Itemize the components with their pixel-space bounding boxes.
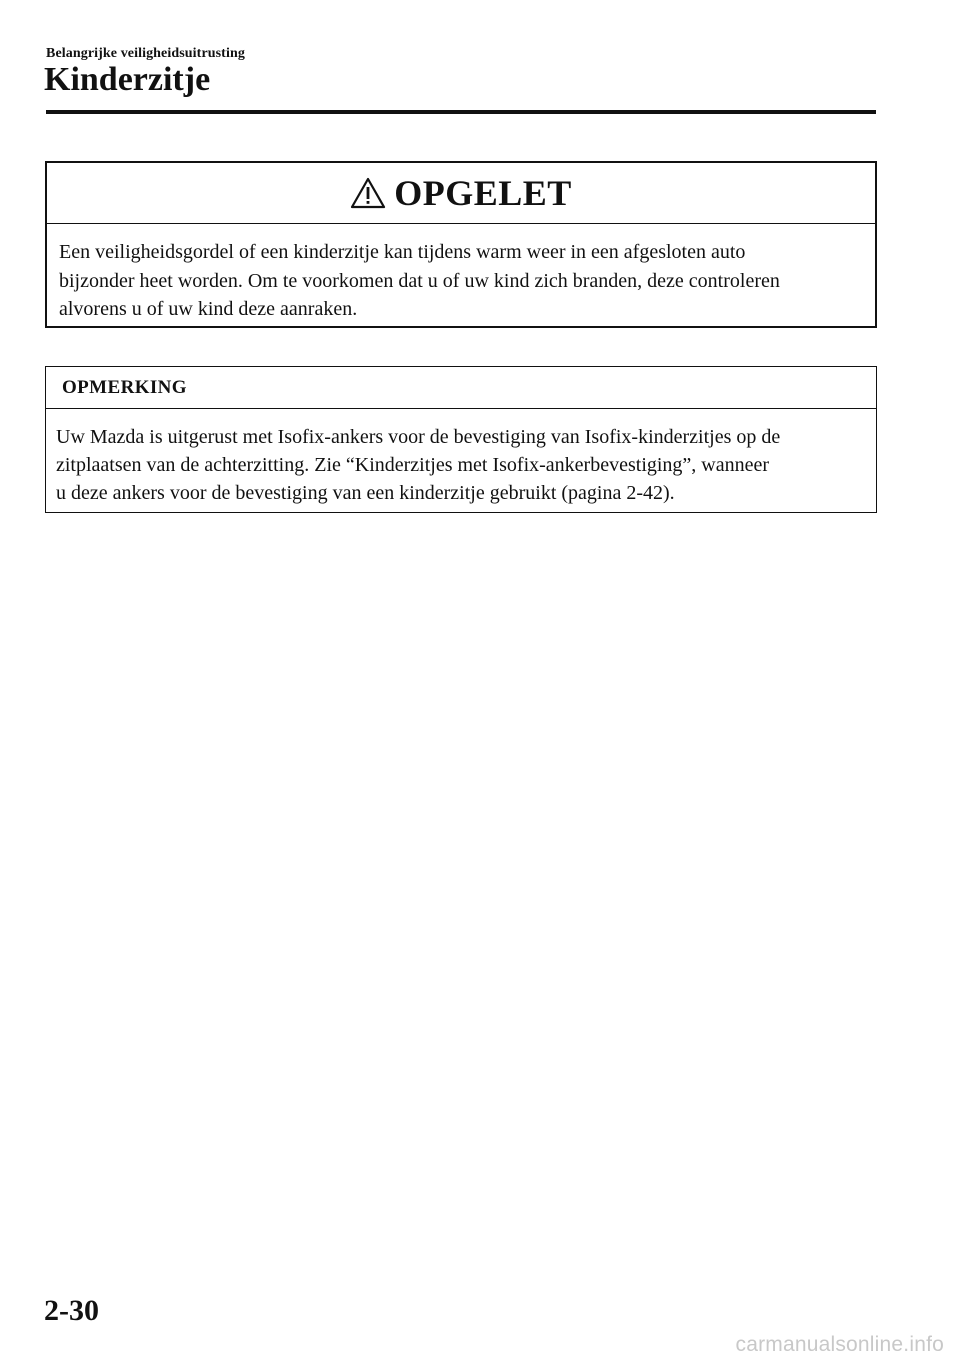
caution-line: Een veiligheidsgordel of een kinderzitje kan tijdens warm weer in een afgesloten auto: [59, 241, 746, 263]
title-rule: [46, 110, 876, 114]
note-line: Uw Mazda is uitgerust met Isofix-ankers voor de bevestiging van Isofix-kinderzitjes op de: [56, 426, 781, 448]
warning-triangle-icon: [350, 177, 386, 209]
caution-line: bijzonder heet worden. Om te voorkomen dat u of uw kind zich branden, deze controleren: [59, 269, 780, 292]
note-line: zitplaatsen van de achterzitting. Zie “Kinderzitjes met Isofix-ankerbevestiging”, wanneer: [56, 454, 770, 476]
note-box: [45, 366, 877, 513]
note-title: OPMERKING: [46, 367, 876, 409]
page-number: 2-30: [44, 1294, 99, 1327]
note-line: u deze ankers voor de bevestiging van een kinderzitje gebruikt (pagina 2-42).: [56, 482, 675, 504]
caution-line: alvorens u of uw kind deze aanraken.: [59, 298, 358, 320]
section-label: Belangrijke veiligheidsuitrusting: [46, 46, 245, 61]
note-text: [46, 409, 876, 507]
caution-header: [47, 163, 875, 224]
caution-box: [45, 161, 877, 328]
watermark: carmanualsonline.info: [735, 1333, 944, 1356]
caution-title: OPGELET: [394, 173, 572, 213]
caution-text: [47, 224, 875, 324]
page-title: Kinderzitje: [44, 61, 211, 98]
